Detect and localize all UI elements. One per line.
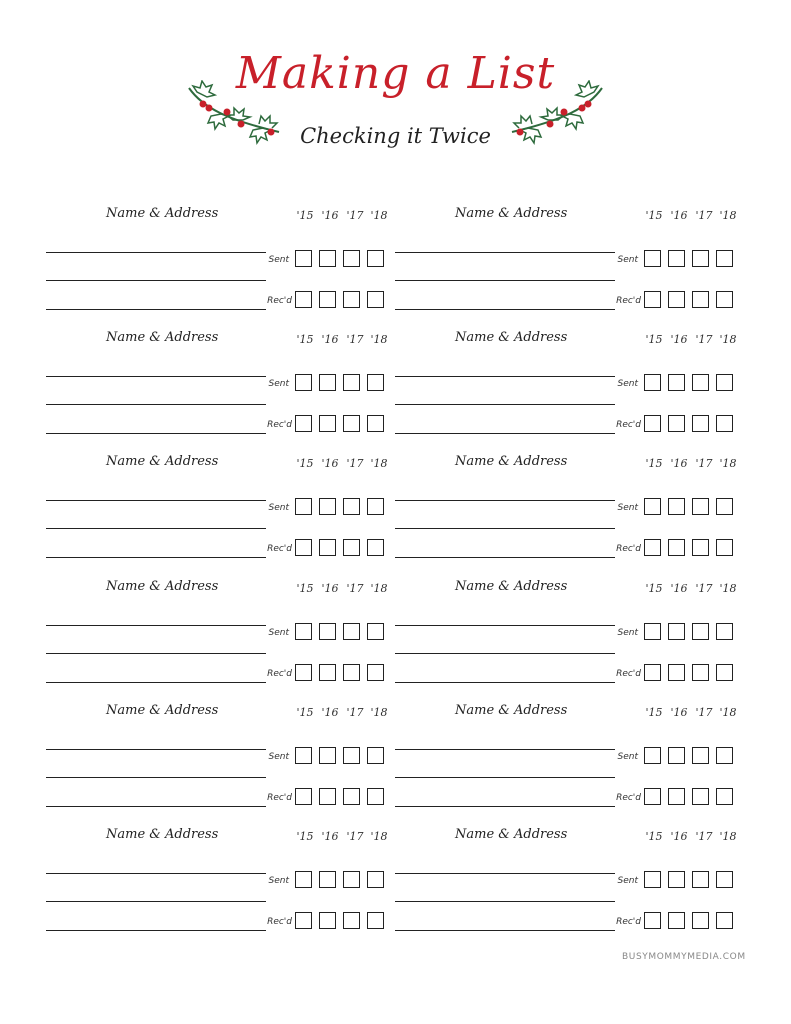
year-label: '15 [296,581,314,595]
sent-checkbox[interactable] [644,623,661,640]
year-headers [295,582,391,598]
name-address-label: Name & Address [106,206,219,221]
year-label: '15 [645,457,663,471]
recd-checkbox[interactable] [692,788,709,805]
sent-checkbox[interactable] [668,747,685,764]
address-line[interactable] [395,280,615,281]
sent-checkbox[interactable] [692,747,709,764]
sent-checkbox[interactable] [319,871,336,888]
name-address-label: Name & Address [455,454,568,470]
year-label: '16 [670,333,688,347]
address-line[interactable] [46,873,266,874]
year-label: '16 [321,581,339,595]
sent-label: Sent [617,751,638,762]
recd-checkbox[interactable] [692,415,709,432]
year-label: '16 [670,705,688,719]
address-line[interactable] [46,749,266,750]
sent-checkbox[interactable] [367,623,384,640]
year-label: '17 [346,830,364,843]
sent-checkbox[interactable] [716,747,733,764]
name-address-label: Name & Address [455,330,568,346]
recd-checkbox[interactable] [644,788,661,805]
recd-checkbox[interactable] [295,664,312,681]
year-label: '15 [645,581,663,595]
recd-checkbox[interactable] [295,415,312,432]
year-label: '18 [370,581,388,595]
recd-checkbox[interactable] [319,912,336,929]
recd-checkbox[interactable] [343,912,360,929]
recd-label: Rec'd [267,420,292,431]
sent-label: Sent [617,503,638,514]
year-label: '17 [695,333,713,347]
year-headers [644,209,740,225]
recd-label: Rec'd [267,296,292,306]
address-line[interactable] [395,252,615,253]
recd-checkbox[interactable] [716,664,733,681]
recd-checkbox[interactable] [295,539,312,556]
name-address-label: Name & Address [106,827,219,842]
recd-checkbox[interactable] [692,664,709,681]
sent-checkbox[interactable] [295,498,312,515]
address-line[interactable] [46,500,266,501]
address-line[interactable] [395,930,615,931]
address-line[interactable] [395,901,615,902]
sent-checkbox[interactable] [692,623,709,640]
year-headers [295,706,391,722]
list-entry [395,827,740,951]
list-entry [46,579,391,703]
sent-checkbox[interactable] [367,498,384,515]
year-headers [295,209,391,225]
year-label: '17 [346,581,364,595]
year-headers [295,457,391,473]
sent-checkbox[interactable] [668,374,685,391]
sent-checkbox[interactable] [295,250,312,267]
year-label: '15 [296,705,314,719]
sent-checkbox[interactable] [668,498,685,515]
list-entry [395,206,740,330]
sent-checkbox[interactable] [668,623,685,640]
recd-checkbox[interactable] [716,415,733,432]
recd-checkbox[interactable] [668,912,685,929]
year-headers [644,457,740,473]
recd-checkbox[interactable] [668,539,685,556]
address-line[interactable] [395,806,615,807]
address-line[interactable] [395,557,615,558]
address-line[interactable] [46,376,266,377]
sent-label: Sent [617,255,638,265]
sent-checkbox[interactable] [692,250,709,267]
sent-checkbox[interactable] [367,871,384,888]
recd-checkbox[interactable] [319,664,336,681]
sent-checkbox[interactable] [716,498,733,515]
recd-checkbox[interactable] [343,788,360,805]
year-headers [295,333,391,349]
sent-checkbox[interactable] [644,871,661,888]
address-line[interactable] [46,625,266,626]
sent-checkbox[interactable] [692,374,709,391]
recd-checkbox[interactable] [367,539,384,556]
address-line[interactable] [46,557,266,558]
recd-checkbox[interactable] [343,415,360,432]
recd-checkbox[interactable] [319,788,336,805]
address-line[interactable] [46,404,266,405]
recd-checkbox[interactable] [644,415,661,432]
recd-checkbox[interactable] [668,788,685,805]
sent-checkbox[interactable] [343,747,360,764]
list-entry [46,827,391,951]
address-line[interactable] [395,777,615,778]
sent-checkbox[interactable] [295,747,312,764]
recd-checkbox[interactable] [716,788,733,805]
address-line[interactable] [46,901,266,902]
recd-checkbox[interactable] [343,664,360,681]
recd-label: Rec'd [267,792,292,803]
list-entry [395,579,740,703]
year-label: '15 [296,333,314,347]
year-label: '17 [695,209,713,222]
year-headers [295,830,391,846]
sent-checkbox[interactable] [343,250,360,267]
address-line[interactable] [46,653,266,654]
name-address-label: Name & Address [455,702,568,718]
year-label: '16 [321,457,339,471]
recd-checkbox[interactable] [367,415,384,432]
address-line[interactable] [395,433,615,434]
sent-checkbox[interactable] [367,374,384,391]
year-label: '18 [370,705,388,719]
address-line[interactable] [395,873,615,874]
address-line[interactable] [46,280,266,281]
year-label: '17 [695,581,713,595]
year-label: '16 [670,457,688,471]
recd-checkbox[interactable] [692,291,709,308]
sent-checkbox[interactable] [692,871,709,888]
recd-checkbox[interactable] [644,291,661,308]
recd-checkbox[interactable] [295,912,312,929]
year-label: '15 [645,705,663,719]
year-label: '16 [670,830,688,843]
year-label: '16 [321,209,339,222]
recd-checkbox[interactable] [716,912,733,929]
recd-label: Rec'd [267,544,292,555]
sent-checkbox[interactable] [716,623,733,640]
name-address-label: Name & Address [455,206,568,221]
address-line[interactable] [46,252,266,253]
recd-label: Rec'd [616,668,641,679]
sent-checkbox[interactable] [295,623,312,640]
year-label: '15 [645,209,663,222]
sent-checkbox[interactable] [343,623,360,640]
address-line[interactable] [46,930,266,931]
list-entry [395,703,740,827]
sent-checkbox[interactable] [668,250,685,267]
address-line[interactable] [395,309,615,310]
address-line[interactable] [395,528,615,529]
address-line[interactable] [395,653,615,654]
list-entry [46,206,391,330]
name-address-label: Name & Address [106,454,219,470]
address-line[interactable] [46,806,266,807]
recd-checkbox[interactable] [319,291,336,308]
recd-checkbox[interactable] [668,664,685,681]
year-label: '17 [346,209,364,222]
sent-checkbox[interactable] [343,498,360,515]
sent-checkbox[interactable] [319,623,336,640]
sent-checkbox[interactable] [668,871,685,888]
sent-checkbox[interactable] [716,250,733,267]
year-label: '17 [346,457,364,471]
recd-checkbox[interactable] [668,291,685,308]
list-entry [46,454,391,578]
name-address-label: Name & Address [455,827,568,842]
list-entry [46,703,391,827]
recd-checkbox[interactable] [343,539,360,556]
sent-checkbox[interactable] [644,250,661,267]
year-label: '15 [296,830,314,843]
year-label: '16 [670,209,688,222]
recd-checkbox[interactable] [644,664,661,681]
year-label: '16 [321,830,339,843]
recd-label: Rec'd [616,544,641,555]
recd-checkbox[interactable] [644,539,661,556]
recd-label: Rec'd [616,917,641,927]
year-headers [644,333,740,349]
sent-label: Sent [617,627,638,638]
recd-checkbox[interactable] [668,415,685,432]
year-label: '18 [370,457,388,471]
recd-checkbox[interactable] [319,539,336,556]
name-address-label: Name & Address [106,578,219,594]
recd-checkbox[interactable] [367,664,384,681]
list-entry [46,330,391,454]
recd-checkbox[interactable] [692,539,709,556]
address-line[interactable] [46,309,266,310]
year-headers [644,830,740,846]
recd-checkbox[interactable] [716,291,733,308]
address-line[interactable] [395,404,615,405]
year-label: '16 [321,333,339,347]
sent-label: Sent [268,503,289,514]
sent-checkbox[interactable] [343,871,360,888]
address-line[interactable] [395,500,615,501]
page-subtitle: Checking it Twice [300,124,491,148]
page-title: Making a List [235,48,556,99]
recd-checkbox[interactable] [367,788,384,805]
sent-checkbox[interactable] [644,374,661,391]
year-label: '18 [719,581,737,595]
recd-label: Rec'd [616,792,641,803]
year-label: '15 [645,333,663,347]
year-label: '17 [695,705,713,719]
sent-checkbox[interactable] [295,374,312,391]
year-label: '15 [296,457,314,471]
year-label: '18 [719,333,737,347]
sent-checkbox[interactable] [716,374,733,391]
year-label: '15 [296,209,314,222]
name-address-label: Name & Address [455,578,568,594]
year-label: '18 [370,209,388,222]
recd-checkbox[interactable] [319,415,336,432]
recd-checkbox[interactable] [716,539,733,556]
address-line[interactable] [395,625,615,626]
sent-checkbox[interactable] [319,498,336,515]
name-address-label: Name & Address [106,330,219,346]
name-address-label: Name & Address [106,702,219,718]
sent-label: Sent [617,379,638,390]
sent-checkbox[interactable] [367,250,384,267]
year-label: '18 [719,209,737,222]
footer-credit: BUSYMOMMYMEDIA.COM [622,952,746,962]
recd-checkbox[interactable] [367,291,384,308]
sent-checkbox[interactable] [716,871,733,888]
sent-checkbox[interactable] [692,498,709,515]
list-entry [395,454,740,578]
year-label: '17 [346,333,364,347]
year-headers [644,706,740,722]
year-label: '18 [370,333,388,347]
sent-label: Sent [268,627,289,638]
address-line[interactable] [46,777,266,778]
list-entry [395,330,740,454]
recd-checkbox[interactable] [295,788,312,805]
year-label: '17 [695,830,713,843]
year-label: '18 [370,830,388,843]
recd-label: Rec'd [267,668,292,679]
address-line[interactable] [46,682,266,683]
recd-label: Rec'd [616,296,641,306]
address-line[interactable] [395,376,615,377]
recd-checkbox[interactable] [295,291,312,308]
year-label: '17 [346,705,364,719]
year-label: '16 [321,705,339,719]
address-line[interactable] [46,433,266,434]
year-label: '17 [695,457,713,471]
recd-checkbox[interactable] [644,912,661,929]
sent-checkbox[interactable] [343,374,360,391]
recd-checkbox[interactable] [367,912,384,929]
address-line[interactable] [46,528,266,529]
sent-label: Sent [617,876,638,886]
year-label: '15 [645,830,663,843]
recd-checkbox[interactable] [343,291,360,308]
sent-checkbox[interactable] [367,747,384,764]
sent-checkbox[interactable] [644,747,661,764]
sent-label: Sent [268,379,289,390]
year-label: '18 [719,705,737,719]
address-line[interactable] [395,749,615,750]
sent-label: Sent [268,751,289,762]
sent-checkbox[interactable] [319,747,336,764]
sent-label: Sent [268,876,289,886]
sent-checkbox[interactable] [295,871,312,888]
recd-label: Rec'd [267,917,292,927]
recd-label: Rec'd [616,420,641,431]
sent-checkbox[interactable] [319,250,336,267]
sent-label: Sent [268,255,289,265]
year-headers [644,582,740,598]
year-label: '16 [670,581,688,595]
sent-checkbox[interactable] [319,374,336,391]
year-label: '18 [719,830,737,843]
year-label: '18 [719,457,737,471]
sent-checkbox[interactable] [644,498,661,515]
recd-checkbox[interactable] [692,912,709,929]
address-line[interactable] [395,682,615,683]
